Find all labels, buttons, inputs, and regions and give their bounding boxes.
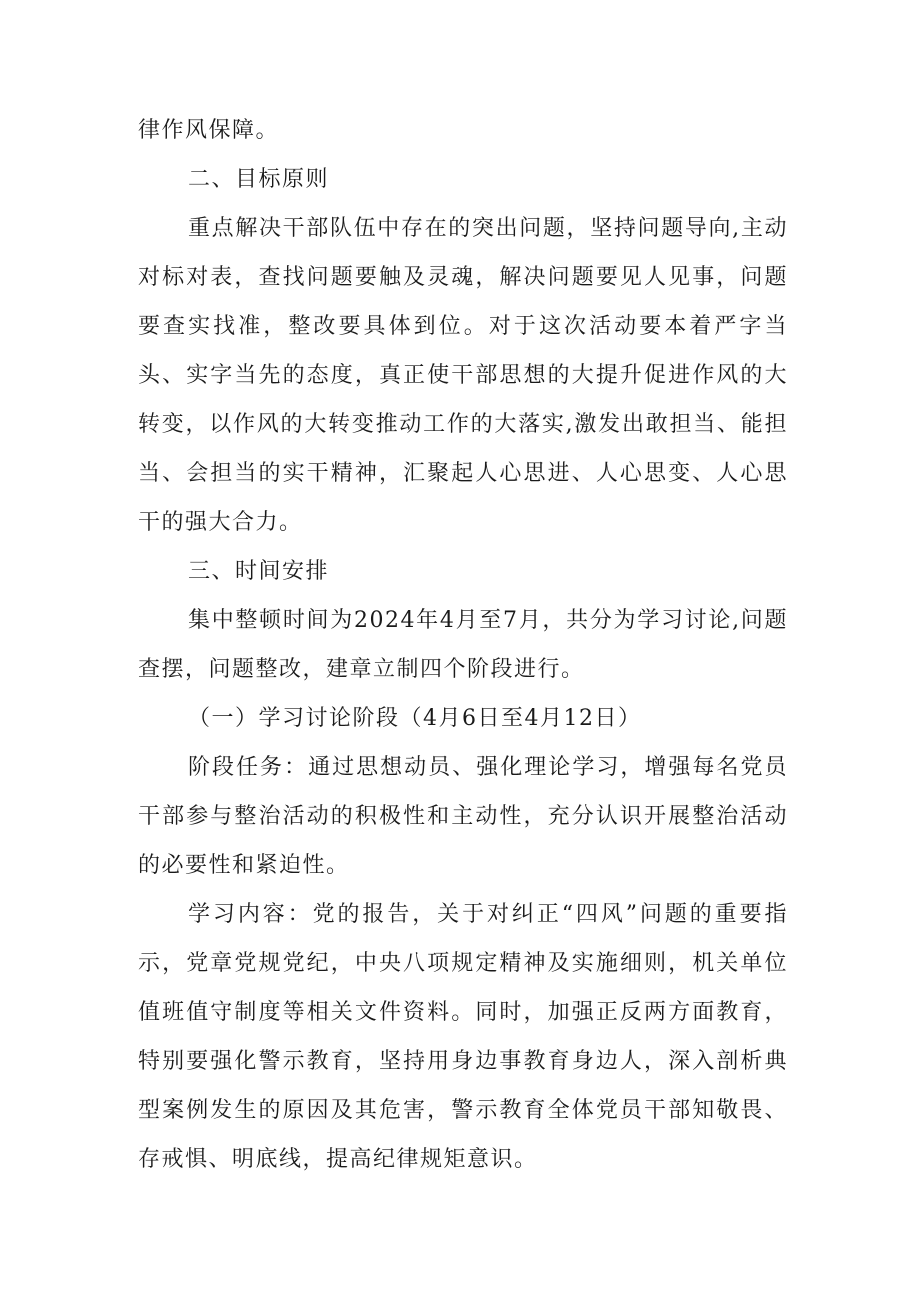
paragraph-study-content: 学习内容：党的报告，关于对纠正“四风”问题的重要指示，党章党规党纪，中央八项规定精神及实施细则，机关单位值班值守制度等相关文件资料。同时，加强正反两方面教育，特别要强化警示教育，坚持用身边事教育身边人，深入剖析典型案例发生的原因及其危害，警示教育全体党员干部知敬畏、存戒惧、明底线，提高纪律规矩意识。 — [138, 902, 788, 1172]
paragraph-schedule: 集中整顿时间为2024年4月至7月，共分为学习讨论,问题查摆，问题整改，建章立制四个阶段进行。 — [138, 608, 788, 682]
document-body — [138, 106, 788, 1184]
subsection-heading-study: （一）学习讨论阶段（4月6日至4月12日） — [188, 706, 642, 731]
section-heading-goals: 二、目标原则 — [188, 167, 330, 192]
paragraph-continuation: 律作风保障。 — [138, 118, 280, 143]
section-heading-schedule: 三、时间安排 — [188, 559, 330, 584]
paragraph-stage-task: 阶段任务：通过思想动员、强化理论学习，增强每名党员干部参与整治活动的积极性和主动性，充分认识开展整治活动的必要性和紧迫性。 — [138, 755, 788, 878]
paragraph-goals: 重点解决干部队伍中存在的突出问题，坚持问题导向,主动对标对表，查找问题要触及灵魂，解决问题要见人见事，问题要查实找准，整改要具体到位。对于这次活动要本着严字当头、实字当先的态度，真正使干部思想的大提升促进作风的大转变，以作风的大转变推动工作的大落实,激发出敢担当、能担当、会担当的实干精神，汇聚起人心思进、人心思变、人心思干的强大合力。 — [138, 216, 788, 535]
